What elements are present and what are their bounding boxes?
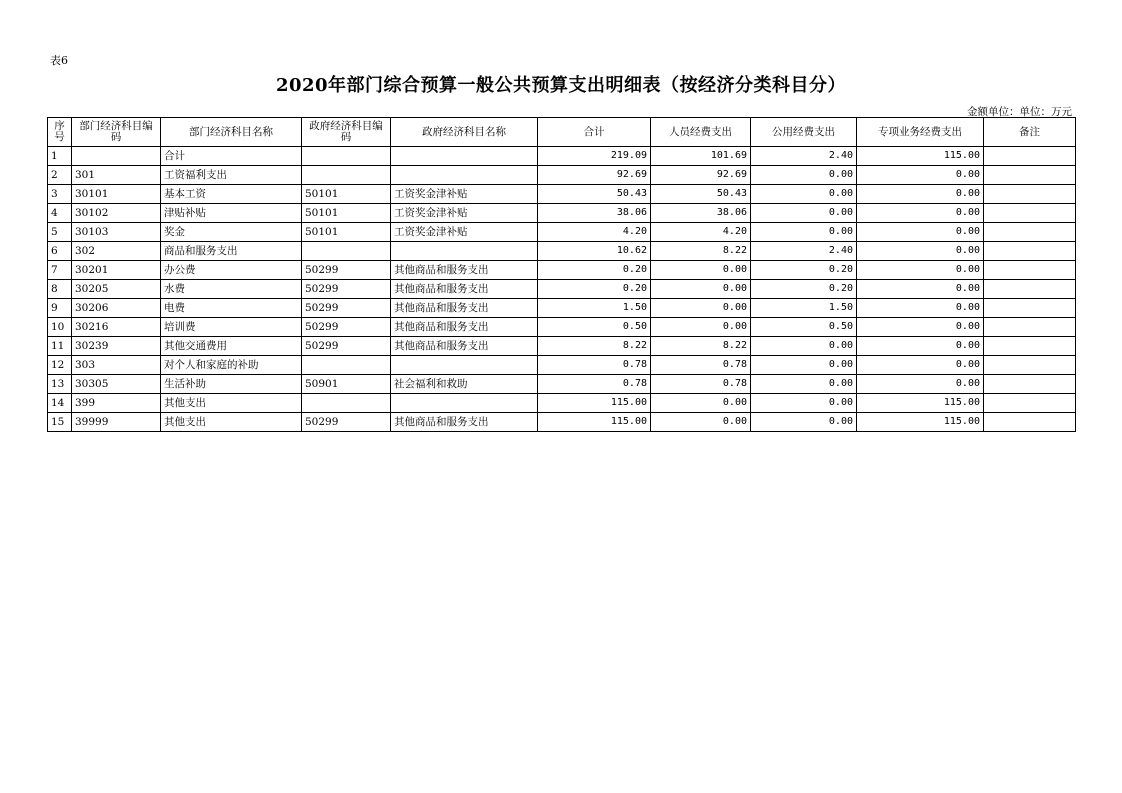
cell-gov-code: 50901 [302,375,391,394]
cell-seq: 10 [48,318,72,337]
cell-gov-code: 50299 [302,337,391,356]
cell-total: 115.00 [538,394,651,413]
header-dept-code: 部门经济科目编码 [72,118,161,147]
cell-special: 0.00 [857,318,984,337]
cell-personnel: 50.43 [651,185,751,204]
cell-dept-code: 30239 [72,337,161,356]
cell-gov-code [302,147,391,166]
cell-gov-name: 其他商品和服务支出 [391,299,538,318]
cell-seq: 3 [48,185,72,204]
cell-dept-name: 生活补助 [161,375,302,394]
cell-special: 0.00 [857,375,984,394]
cell-gov-code: 50299 [302,280,391,299]
cell-public: 0.00 [751,185,857,204]
cell-remark [984,223,1076,242]
cell-total: 10.62 [538,242,651,261]
table-row [48,318,1076,337]
cell-remark [984,356,1076,375]
cell-gov-name: 其他商品和服务支出 [391,318,538,337]
cell-total: 8.22 [538,337,651,356]
cell-remark [984,394,1076,413]
cell-personnel: 38.06 [651,204,751,223]
table-row [48,242,1076,261]
header-special: 专项业务经费支出 [857,118,984,147]
cell-gov-code [302,394,391,413]
cell-seq: 2 [48,166,72,185]
table-row [48,166,1076,185]
cell-public: 0.00 [751,337,857,356]
cell-remark [984,204,1076,223]
cell-dept-code: 301 [72,166,161,185]
cell-total: 1.50 [538,299,651,318]
cell-personnel: 4.20 [651,223,751,242]
cell-dept-name: 水费 [161,280,302,299]
cell-personnel: 0.00 [651,318,751,337]
cell-total: 0.20 [538,280,651,299]
cell-special: 115.00 [857,413,984,432]
cell-public: 0.00 [751,413,857,432]
cell-remark [984,261,1076,280]
cell-gov-code: 50101 [302,204,391,223]
cell-personnel: 8.22 [651,337,751,356]
table-row [48,356,1076,375]
cell-gov-name: 社会福利和救助 [391,375,538,394]
cell-total: 0.20 [538,261,651,280]
cell-dept-code: 30201 [72,261,161,280]
cell-personnel: 0.00 [651,261,751,280]
cell-remark [984,147,1076,166]
header-dept-name: 部门经济科目名称 [161,118,302,147]
header-gov-code: 政府经济科目编码 [302,118,391,147]
cell-dept-name: 办公费 [161,261,302,280]
cell-public: 0.00 [751,204,857,223]
cell-remark [984,318,1076,337]
cell-seq: 11 [48,337,72,356]
cell-total: 115.00 [538,413,651,432]
cell-gov-code: 50299 [302,261,391,280]
cell-dept-code: 302 [72,242,161,261]
table-row [48,147,1076,166]
cell-dept-name: 基本工资 [161,185,302,204]
cell-gov-name [391,242,538,261]
cell-total: 50.43 [538,185,651,204]
cell-personnel: 92.69 [651,166,751,185]
cell-seq: 4 [48,204,72,223]
cell-dept-code: 303 [72,356,161,375]
cell-total: 38.06 [538,204,651,223]
header-public: 公用经费支出 [751,118,857,147]
cell-remark [984,242,1076,261]
cell-personnel: 0.00 [651,280,751,299]
cell-gov-name [391,394,538,413]
cell-total: 4.20 [538,223,651,242]
cell-gov-name [391,147,538,166]
cell-special: 0.00 [857,280,984,299]
table-label: 表6 [50,54,68,67]
cell-dept-name: 奖金 [161,223,302,242]
table-row [48,337,1076,356]
header-personnel: 人员经费支出 [651,118,751,147]
cell-special: 0.00 [857,242,984,261]
table-row [48,185,1076,204]
cell-seq: 15 [48,413,72,432]
cell-dept-code: 30103 [72,223,161,242]
cell-gov-code [302,242,391,261]
cell-remark [984,413,1076,432]
cell-gov-name: 其他商品和服务支出 [391,337,538,356]
header-remark: 备注 [984,118,1076,147]
cell-dept-name: 商品和服务支出 [161,242,302,261]
cell-public: 2.40 [751,242,857,261]
table-row [48,299,1076,318]
cell-gov-code: 50299 [302,318,391,337]
cell-dept-name: 对个人和家庭的补助 [161,356,302,375]
cell-special: 0.00 [857,204,984,223]
cell-total: 219.09 [538,147,651,166]
cell-public: 0.00 [751,223,857,242]
table-row [48,280,1076,299]
unit-note: 金额单位：单位：万元 [967,106,1072,118]
cell-dept-code: 39999 [72,413,161,432]
cell-seq: 6 [48,242,72,261]
cell-seq: 5 [48,223,72,242]
cell-gov-code [302,356,391,375]
cell-special: 0.00 [857,299,984,318]
page-title: 2020年部门综合预算一般公共预算支出明细表（按经济分类科目分） [275,75,847,96]
cell-personnel: 8.22 [651,242,751,261]
cell-remark [984,280,1076,299]
cell-remark [984,299,1076,318]
cell-seq: 7 [48,261,72,280]
table-row [48,413,1076,432]
cell-gov-name: 其他商品和服务支出 [391,261,538,280]
cell-total: 0.50 [538,318,651,337]
cell-dept-code: 30205 [72,280,161,299]
cell-seq: 8 [48,280,72,299]
cell-special: 0.00 [857,185,984,204]
cell-public: 0.20 [751,261,857,280]
cell-seq: 13 [48,375,72,394]
budget-table [47,117,1076,432]
cell-special: 0.00 [857,337,984,356]
cell-seq: 14 [48,394,72,413]
cell-public: 0.00 [751,394,857,413]
header-seq: 序号 [48,118,72,147]
cell-total: 0.78 [538,375,651,394]
table-row [48,223,1076,242]
cell-special: 0.00 [857,261,984,280]
cell-gov-code: 50101 [302,223,391,242]
table-row [48,261,1076,280]
cell-dept-name: 电费 [161,299,302,318]
cell-gov-name [391,356,538,375]
cell-public: 1.50 [751,299,857,318]
cell-dept-code: 30305 [72,375,161,394]
cell-total: 92.69 [538,166,651,185]
table-row [48,394,1076,413]
cell-dept-name: 其他支出 [161,413,302,432]
cell-dept-name: 合计 [161,147,302,166]
cell-dept-code: 30216 [72,318,161,337]
cell-dept-name: 培训费 [161,318,302,337]
cell-gov-name: 其他商品和服务支出 [391,413,538,432]
cell-dept-code: 30102 [72,204,161,223]
cell-total: 0.78 [538,356,651,375]
cell-gov-name: 其他商品和服务支出 [391,280,538,299]
header-gov-name: 政府经济科目名称 [391,118,538,147]
cell-public: 2.40 [751,147,857,166]
cell-dept-name: 津贴补贴 [161,204,302,223]
header-total: 合计 [538,118,651,147]
cell-dept-code: 399 [72,394,161,413]
cell-public: 0.00 [751,375,857,394]
cell-gov-name: 工资奖金津补贴 [391,223,538,242]
cell-remark [984,166,1076,185]
cell-gov-code: 50299 [302,299,391,318]
cell-personnel: 0.00 [651,394,751,413]
cell-dept-code: 30206 [72,299,161,318]
table-header-row [48,118,1076,147]
cell-personnel: 0.78 [651,375,751,394]
cell-special: 115.00 [857,147,984,166]
cell-seq: 1 [48,147,72,166]
cell-remark [984,185,1076,204]
cell-gov-name: 工资奖金津补贴 [391,204,538,223]
cell-public: 0.00 [751,166,857,185]
cell-remark [984,337,1076,356]
cell-gov-code: 50101 [302,185,391,204]
cell-dept-name: 工资福利支出 [161,166,302,185]
cell-dept-code [72,147,161,166]
cell-public: 0.50 [751,318,857,337]
table-body [48,147,1076,432]
cell-dept-name: 其他交通费用 [161,337,302,356]
cell-public: 0.20 [751,280,857,299]
cell-remark [984,375,1076,394]
cell-gov-name [391,166,538,185]
cell-seq: 9 [48,299,72,318]
cell-gov-name: 工资奖金津补贴 [391,185,538,204]
cell-special: 0.00 [857,166,984,185]
cell-gov-code: 50299 [302,413,391,432]
cell-public: 0.00 [751,356,857,375]
cell-personnel: 0.78 [651,356,751,375]
table-row [48,375,1076,394]
cell-dept-name: 其他支出 [161,394,302,413]
cell-personnel: 0.00 [651,299,751,318]
cell-seq: 12 [48,356,72,375]
cell-personnel: 101.69 [651,147,751,166]
cell-dept-code: 30101 [72,185,161,204]
cell-special: 0.00 [857,356,984,375]
cell-gov-code [302,166,391,185]
cell-personnel: 0.00 [651,413,751,432]
cell-special: 0.00 [857,223,984,242]
table-row [48,204,1076,223]
cell-special: 115.00 [857,394,984,413]
